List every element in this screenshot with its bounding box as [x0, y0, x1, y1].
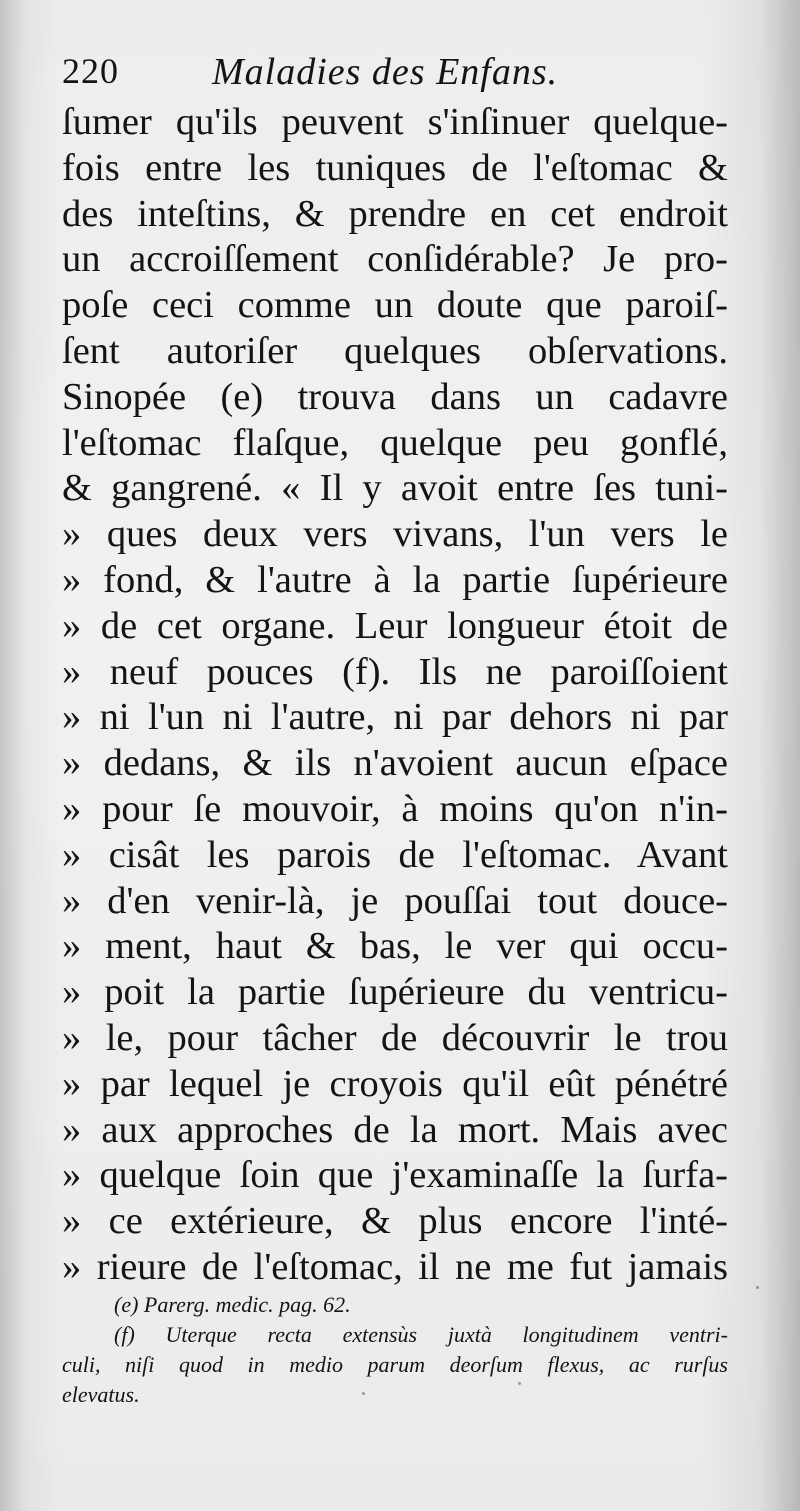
footnote-f-line: elevatus.: [62, 1382, 140, 1407]
text-line: » ques deux vers vivans, l'un vers le: [62, 513, 728, 556]
text-line: » dedans, & ils n'avoient aucun eſpace: [62, 742, 728, 785]
paper-speck: [362, 1392, 365, 1395]
text-line: des inteſtins, & prendre en cet endroit: [62, 192, 728, 235]
text-line: » quelque ſoin que j'examinaſſe la ſurfa-: [62, 1154, 728, 1197]
text-line: » ni l'un ni l'autre, ni par dehors ni par: [62, 696, 728, 739]
paper-speck: [518, 1382, 521, 1385]
footnote-e: (e) Parerg. medic. pag. 62.: [114, 1292, 351, 1317]
text-line: ſumer qu'ils peuvent s'inſinuer quelque-: [62, 101, 728, 143]
text-line: » ce extérieure, & plus encore l'inté-: [62, 1200, 728, 1243]
footnote-f-line: culi, niſi quod in medio parum deorſum flexus, ac rurſus: [62, 1352, 728, 1377]
body-text: [62, 100, 728, 1291]
running-title: Maladies des Enfans.: [212, 51, 559, 93]
footnotes: [62, 1290, 728, 1410]
footnote-f-line: (f) Uterque recta extensùs juxtà longitudinem ventri-: [114, 1322, 728, 1347]
text-line: » aux approches de la mort. Mais avec: [62, 1108, 728, 1151]
text-line: » neuf pouces (f). Ils ne paroiſſoient: [62, 650, 728, 693]
paper-speck: [756, 1286, 759, 1289]
page-number: 220: [62, 51, 119, 91]
text-line: » pour ſe mouvoir, à moins qu'on n'in-: [62, 787, 728, 830]
page-header: [62, 50, 722, 106]
text-line: » ment, haut & bas, le ver qui occu-: [62, 925, 728, 968]
text-line: » d'en venir-là, je pouſſai tout douce-: [62, 879, 728, 922]
text-line: ſent autoriſer quelques obſervations.: [62, 329, 728, 372]
text-line: » poit la partie ſupérieure du ventricu-: [62, 971, 728, 1014]
text-line: un accroiſſement conſidérable? Je pro-: [62, 238, 728, 281]
text-line: » rieure de l'eſtomac, il ne me fut jamais: [62, 1245, 728, 1288]
text-line: Sinopée (e) trouva dans un cadavre: [62, 375, 728, 418]
text-line: » par lequel je croyois qu'il eût pénétré: [62, 1062, 728, 1105]
text-line: » de cet organe. Leur longueur étoit de: [62, 604, 728, 647]
text-line: & gangrené. « Il y avoit entre ſes tuni-: [62, 467, 728, 510]
text-line: poſe ceci comme un doute que paroiſ-: [62, 284, 728, 327]
text-line: fois entre les tuniques de l'eſtomac &: [62, 146, 728, 189]
text-line: » le, pour tâcher de découvrir le trou: [62, 1016, 728, 1059]
text-line: » cisât les parois de l'eſtomac. Avant: [62, 833, 728, 876]
text-line: » fond, & l'autre à la partie ſupérieure: [62, 558, 728, 601]
text-line: l'eſtomac flaſque, quelque peu gonflé,: [62, 421, 728, 464]
